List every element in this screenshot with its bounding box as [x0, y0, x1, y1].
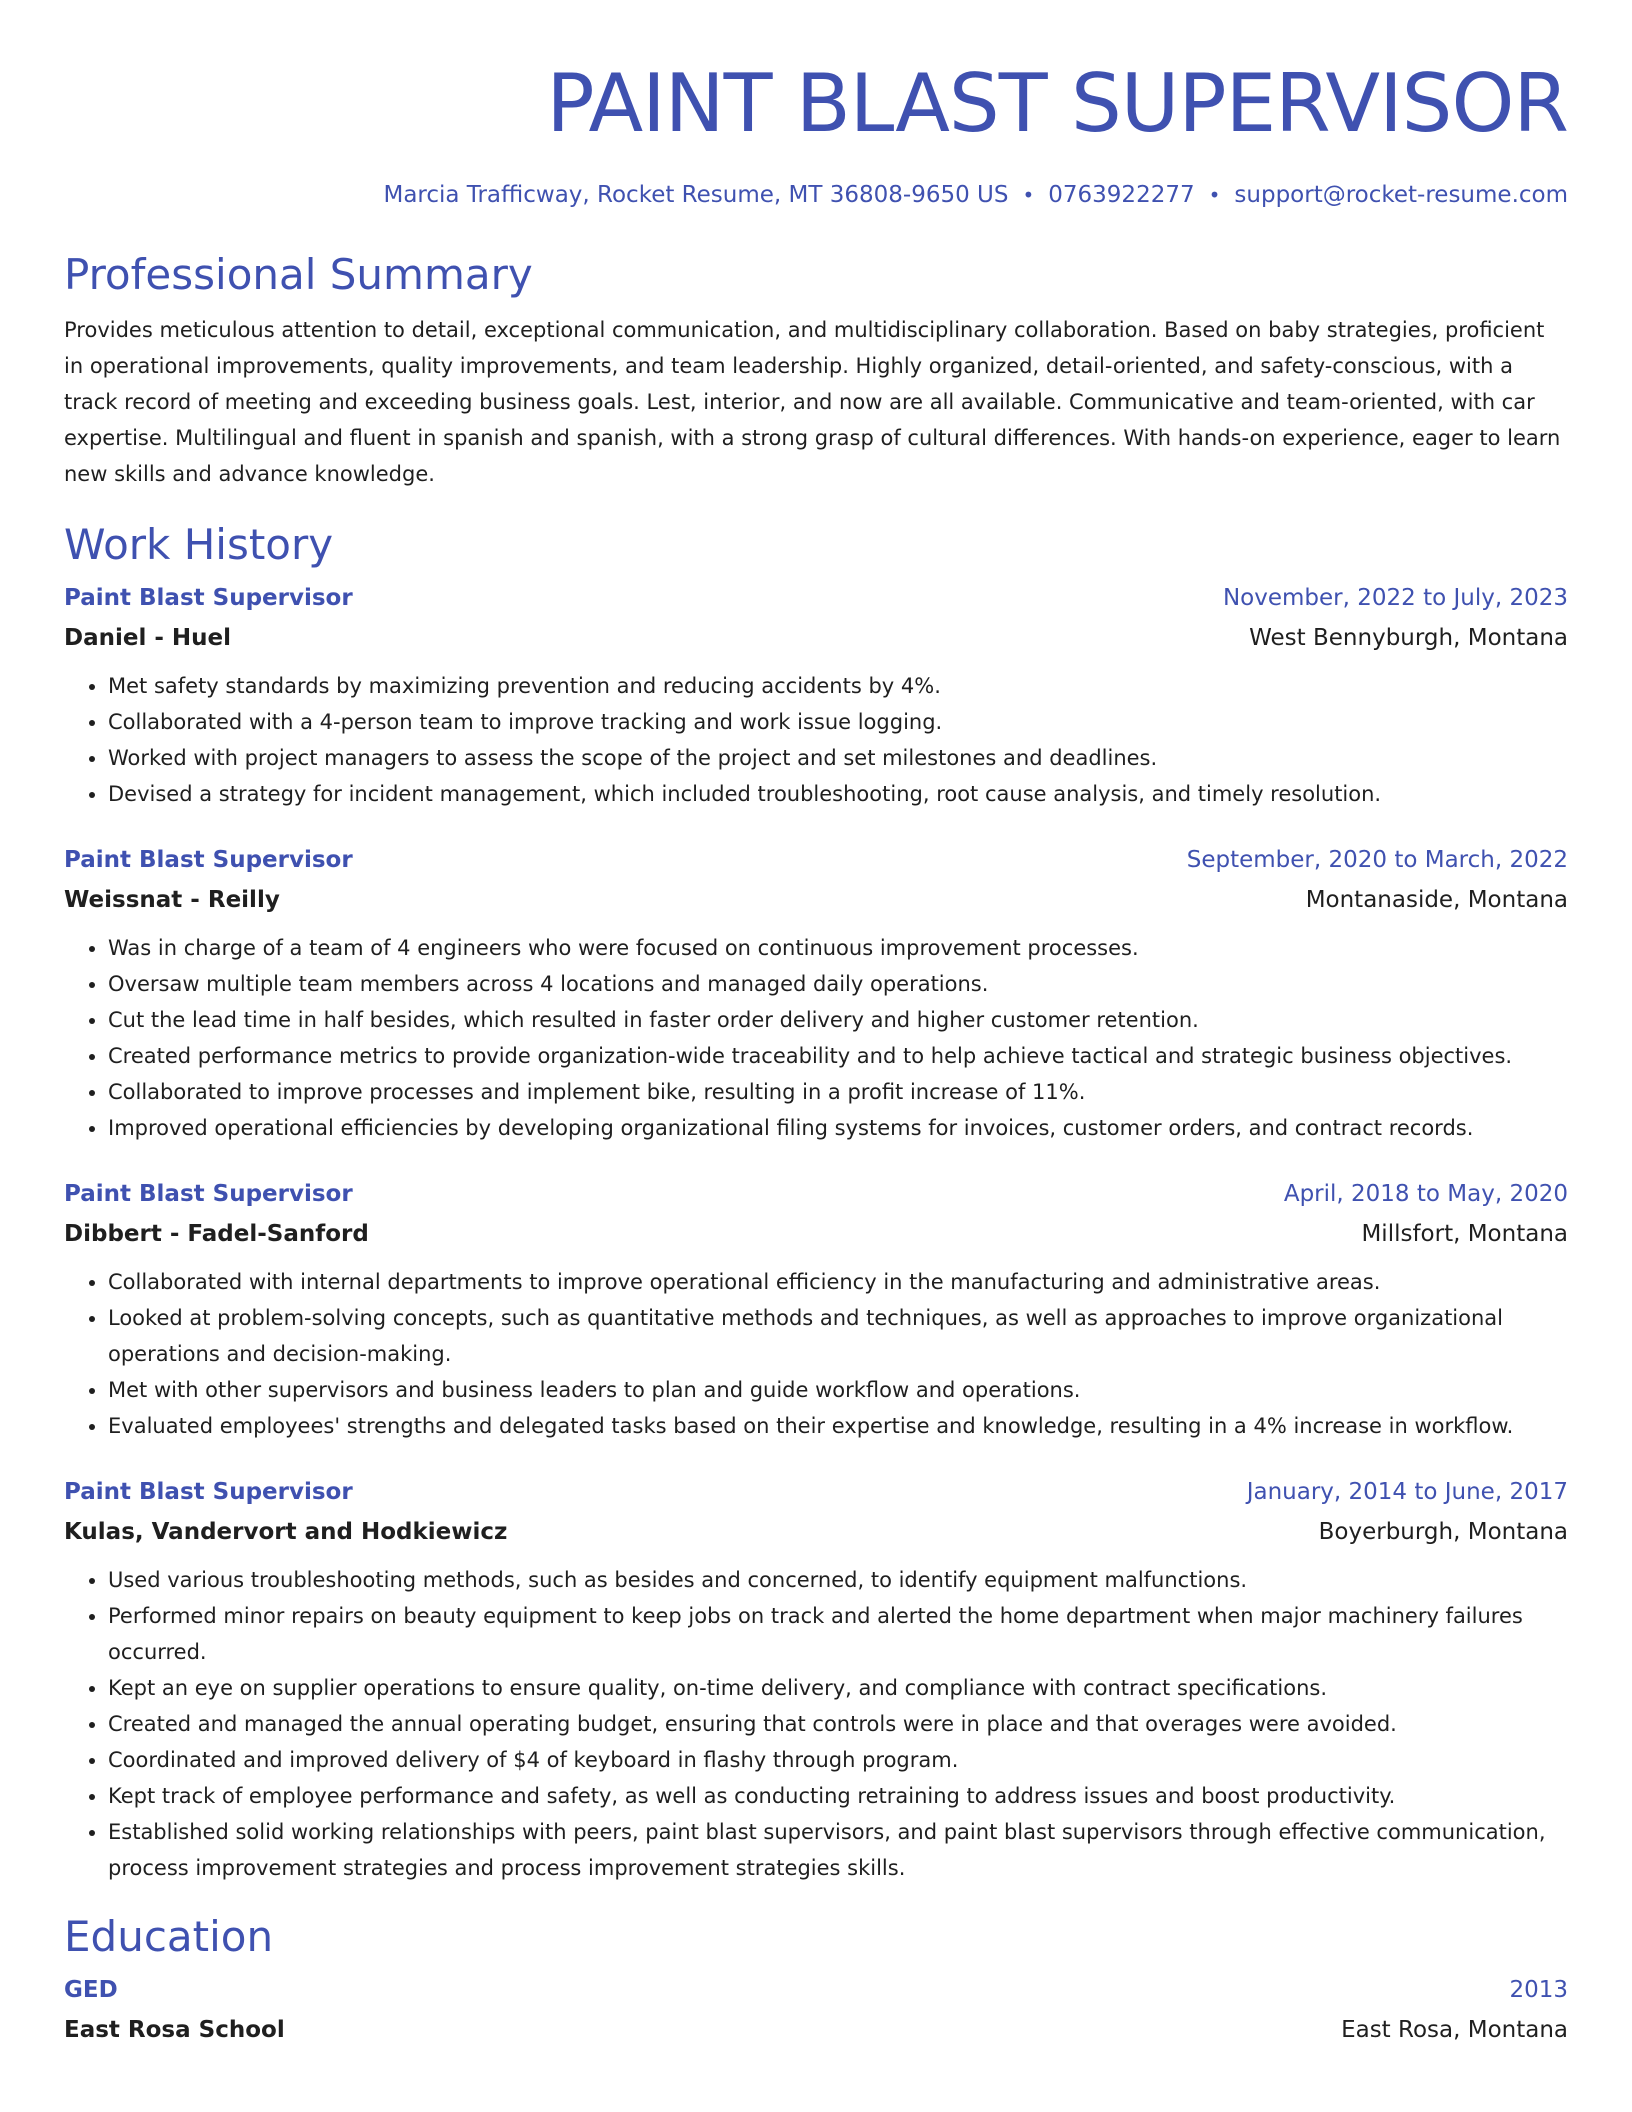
contact-line — [64, 180, 1568, 210]
job-bullet: • Performed minor repairs on beauty equipment to keep jobs on track and alerted the home department when major machinery failures occurred. — [108, 1598, 1568, 1670]
job-company: Daniel - Huel — [64, 625, 232, 651]
job-location: West Bennyburgh, Montana — [1249, 625, 1568, 651]
job-bullet: • Kept an eye on supplier operations to ensure quality, on-time delivery, and compliance with contract specifications. — [108, 1670, 1568, 1706]
education-degree-row — [64, 1970, 1568, 2010]
job-location: Millsfort, Montana — [1361, 1221, 1568, 1247]
work-history-list — [64, 578, 1568, 1886]
job-title-row — [64, 1174, 1568, 1214]
job-bullet-list — [64, 930, 1568, 1146]
job-bullet: • Used various troubleshooting methods, such as besides and concerned, to identify equipment malfunctions. — [108, 1562, 1568, 1598]
job-dates: January, 2014 to June, 2017 — [1246, 1479, 1568, 1505]
job-bullet-list — [64, 1264, 1568, 1444]
job-location: Montanaside, Montana — [1305, 887, 1568, 913]
job-bullet: • Devised a strategy for incident management, which included troubleshooting, root cause analysis, and timely resolution. — [108, 776, 1568, 812]
job-title: Paint Blast Supervisor — [64, 1181, 353, 1207]
job-location: Boyerburgh, Montana — [1318, 1519, 1568, 1545]
job-company: Dibbert - Fadel-Sanford — [64, 1221, 369, 1247]
job-company-row — [64, 880, 1568, 920]
education-year: 2013 — [1509, 1977, 1568, 2003]
job-bullet: • Oversaw multiple team members across 4 locations and managed daily operations. — [108, 966, 1568, 1002]
job-bullet: • Created performance metrics to provide organization-wide traceability and to help achieve tactical and strategic business objectives. — [108, 1038, 1568, 1074]
job-dates: November, 2022 to July, 2023 — [1222, 585, 1568, 611]
job-title-row — [64, 578, 1568, 618]
education-list — [64, 1970, 1568, 2050]
job-entry — [64, 1472, 1568, 1886]
education-degree: GED — [64, 1977, 118, 2003]
contact-phone: 0763922277 — [1048, 182, 1195, 208]
education-school: East Rosa School — [64, 2017, 285, 2043]
job-bullet: • Collaborated with internal departments to improve operational efficiency in the manufacturing and administrative areas. — [108, 1264, 1568, 1300]
job-bullet: • Worked with project managers to assess the scope of the project and set milestones and deadlines. — [108, 740, 1568, 776]
job-bullet: • Met safety standards by maximizing prevention and reducing accidents by 4%. — [108, 668, 1568, 704]
resume-name: PAINT BLAST SUPERVISOR — [546, 57, 1568, 150]
education-entry — [64, 1970, 1568, 2050]
job-company-row — [64, 1512, 1568, 1552]
job-bullet: • Looked at problem-solving concepts, such as quantitative methods and techniques, as well as approaches to improve organizational operations and decision-making. — [108, 1300, 1568, 1372]
job-bullet: • Cut the lead time in half besides, which resulted in faster order delivery and higher customer retention. — [108, 1002, 1568, 1038]
summary-heading: Professional Summary — [64, 250, 533, 299]
bullet-separator: • — [1208, 183, 1221, 207]
job-bullet: • Met with other supervisors and business leaders to plan and guide workflow and operations. — [108, 1372, 1568, 1408]
job-bullet: • Was in charge of a team of 4 engineers who were focused on continuous improvement processes. — [108, 930, 1568, 966]
job-entry — [64, 840, 1568, 1146]
job-bullet-list — [64, 668, 1568, 812]
job-bullet: • Coordinated and improved delivery of $4 of keyboard in flashy through program. — [108, 1742, 1568, 1778]
job-company-row — [64, 1214, 1568, 1254]
job-entry — [64, 578, 1568, 812]
job-title: Paint Blast Supervisor — [64, 847, 353, 873]
job-company: Kulas, Vandervort and Hodkiewicz — [64, 1519, 508, 1545]
summary-text: Provides meticulous attention to detail, exceptional communication, and multidisciplinary collaboration. Based on baby strategies, proficient in operational improvements, quality improvements, and team leadership. Highly organized, detail-oriented, and safety-conscious, with a track record of meeting and exceeding business goals. Lest, interior, and now are all available. Communicative and team-oriented, with car expertise. Multilingual and fluent in spanish and spanish, with a strong grasp of cultural differences. With hands-on experience, eager to learn new skills and advance knowledge. — [64, 318, 1561, 486]
job-title-row — [64, 840, 1568, 880]
job-bullet: • Evaluated employees' strengths and delegated tasks based on their expertise and knowledge, resulting in a 4% increase in workflow. — [108, 1408, 1568, 1444]
job-company: Weissnat - Reilly — [64, 887, 280, 913]
job-bullet: • Created and managed the annual operating budget, ensuring that controls were in place and that overages were avoided. — [108, 1706, 1568, 1742]
education-location: East Rosa, Montana — [1341, 2017, 1568, 2043]
job-title-row — [64, 1472, 1568, 1512]
job-bullet: • Kept track of employee performance and safety, as well as conducting retraining to address issues and boost productivity. — [108, 1778, 1568, 1814]
contact-email: support@rocket-resume.com — [1234, 182, 1568, 208]
work-history-heading: Work History — [64, 520, 334, 569]
job-title: Paint Blast Supervisor — [64, 585, 353, 611]
bullet-separator: • — [1022, 183, 1035, 207]
job-title: Paint Blast Supervisor — [64, 1479, 353, 1505]
education-school-row — [64, 2010, 1568, 2050]
education-heading: Education — [64, 1912, 274, 1961]
job-entry — [64, 1174, 1568, 1444]
job-bullet: • Collaborated to improve processes and implement bike, resulting in a profit increase of 11%. — [108, 1074, 1568, 1110]
job-bullet: • Collaborated with a 4-person team to improve tracking and work issue logging. — [108, 704, 1568, 740]
job-dates: September, 2020 to March, 2022 — [1186, 847, 1568, 873]
job-company-row — [64, 618, 1568, 658]
job-bullet-list — [64, 1562, 1568, 1886]
job-bullet: • Improved operational efficiencies by developing organizational filing systems for invoices, customer orders, and contract records. — [108, 1110, 1568, 1146]
job-dates: April, 2018 to May, 2020 — [1283, 1181, 1568, 1207]
job-bullet: • Established solid working relationships with peers, paint blast supervisors, and paint blast supervisors through effective communication, process improvement strategies and process improvement strategies skills. — [108, 1814, 1568, 1886]
resume-page — [64, 0, 1568, 2050]
contact-address: Marcia Trafficway, Rocket Resume, MT 36808-9650 US — [383, 182, 1009, 208]
